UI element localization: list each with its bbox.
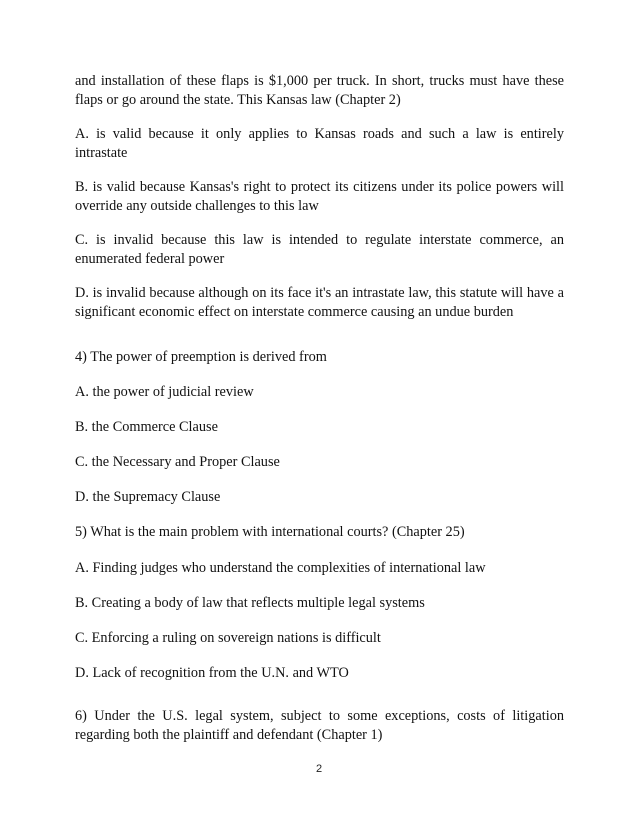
question-5-option-b: B. Creating a body of law that reflects multiple legal systems (75, 595, 425, 611)
question-5-stem: 5) What is the main problem with international courts? (Chapter 25) (75, 524, 465, 540)
question-4-option-b: B. the Commerce Clause (75, 419, 218, 435)
question-3-option-b: B. is valid because Kansas's right to protect its citizens under its police powers will override any outside challenges to this law (75, 179, 564, 214)
question-4-option-d: D. the Supremacy Clause (75, 489, 221, 505)
page-content (75, 72, 564, 745)
question-5-option-c: C. Enforcing a ruling on sovereign nations is difficult (75, 630, 381, 646)
question-5-option-a: A. Finding judges who understand the complexities of international law (75, 560, 486, 576)
question-3-stem-continued: and installation of these flaps is $1,000 per truck. In short, trucks must have these flaps or go around the state. This Kansas law (Chapter 2) (75, 73, 564, 108)
page-number: 2 (315, 763, 323, 775)
question-6-stem: 6) Under the U.S. legal system, subject to some exceptions, costs of litigation regarding both the plaintiff and defendant (Chapter 1) (75, 708, 564, 743)
question-3-option-d: D. is invalid because although on its face it's an intrastate law, this statute will have a significant economic effect on interstate commerce causing an undue burden (75, 285, 564, 320)
question-3-option-c: C. is invalid because this law is intended to regulate interstate commerce, an enumerated federal power (75, 232, 564, 267)
question-5-option-d: D. Lack of recognition from the U.N. and WTO (75, 665, 349, 681)
question-3-option-a: A. is valid because it only applies to Kansas roads and such a law is entirely intrastate (75, 126, 564, 161)
question-4-stem: 4) The power of preemption is derived from (75, 349, 327, 365)
question-4-option-a: A. the power of judicial review (75, 384, 254, 400)
question-4-option-c: C. the Necessary and Proper Clause (75, 454, 280, 470)
